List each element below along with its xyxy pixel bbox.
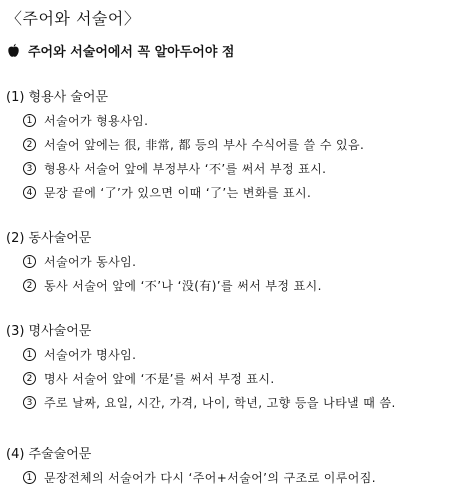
item-text: 주로 날짜, 요일, 시간, 가격, 나이, 학년, 고향 등을 나타낼 때 씀.: [44, 395, 396, 410]
list-item: [6, 342, 446, 366]
item-text: 서술어가 명사임.: [44, 347, 137, 362]
circled-number-icon: 2: [23, 138, 36, 151]
item-text: 서술어 앞에는 很, 非常, 都 등의 부사 수식어를 쓸 수 있음.: [44, 137, 365, 152]
section-header: (1) 형용사 술어문: [6, 90, 109, 105]
document-subtitle: [6, 41, 234, 60]
item-text: 문장전체의 서술어가 다시 ‘주어+서술어’의 구조로 이루어짐.: [44, 470, 376, 485]
section-adjective-predicate: [6, 88, 446, 204]
list-item: [6, 108, 446, 132]
apple-icon: [6, 43, 21, 58]
list-item: [6, 465, 446, 489]
section-verb-predicate: [6, 229, 446, 297]
circled-number-icon: 3: [23, 162, 36, 175]
circled-number-icon: 2: [23, 372, 36, 385]
circled-number-icon: 1: [23, 255, 36, 268]
list-item: [6, 180, 446, 204]
circled-number-icon: 1: [23, 348, 36, 361]
list-item: [6, 273, 446, 297]
item-text: 형용사 서술어 앞에 부정부사 ‘不’를 써서 부정 표시.: [44, 161, 327, 176]
item-text: 서술어가 형용사임.: [44, 113, 149, 128]
circled-number-icon: 2: [23, 279, 36, 292]
circled-number-icon: 1: [23, 471, 36, 484]
item-text: 동사 서술어 앞에 ‘不’나 ‘没(有)’를 써서 부정 표시.: [44, 278, 322, 293]
list-item: [6, 156, 446, 180]
list-item: [6, 366, 446, 390]
list-item: [6, 390, 446, 414]
item-text: 명사 서술어 앞에 ‘不是’를 써서 부정 표시.: [44, 371, 275, 386]
circled-number-icon: 1: [23, 114, 36, 127]
section-noun-predicate: [6, 322, 446, 414]
document-title: 〈주어와 서술어〉: [6, 9, 141, 28]
circled-number-icon: 4: [23, 186, 36, 199]
section-header: (4) 주술술어문: [6, 447, 92, 462]
list-item: [6, 249, 446, 273]
item-text: 문장 끝에 ‘了’가 있으면 이때 ‘了’는 변화를 표시.: [44, 185, 312, 200]
section-header: (2) 동사술어문: [6, 231, 92, 246]
section-subject-predicate-predicate: [6, 445, 446, 489]
section-header: (3) 명사술어문: [6, 324, 92, 339]
circled-number-icon: 3: [23, 396, 36, 409]
item-text: 서술어가 동사임.: [44, 254, 137, 269]
list-item: [6, 132, 446, 156]
subtitle-text: 주어와 서술어에서 꼭 알아두어야 점: [28, 45, 235, 60]
